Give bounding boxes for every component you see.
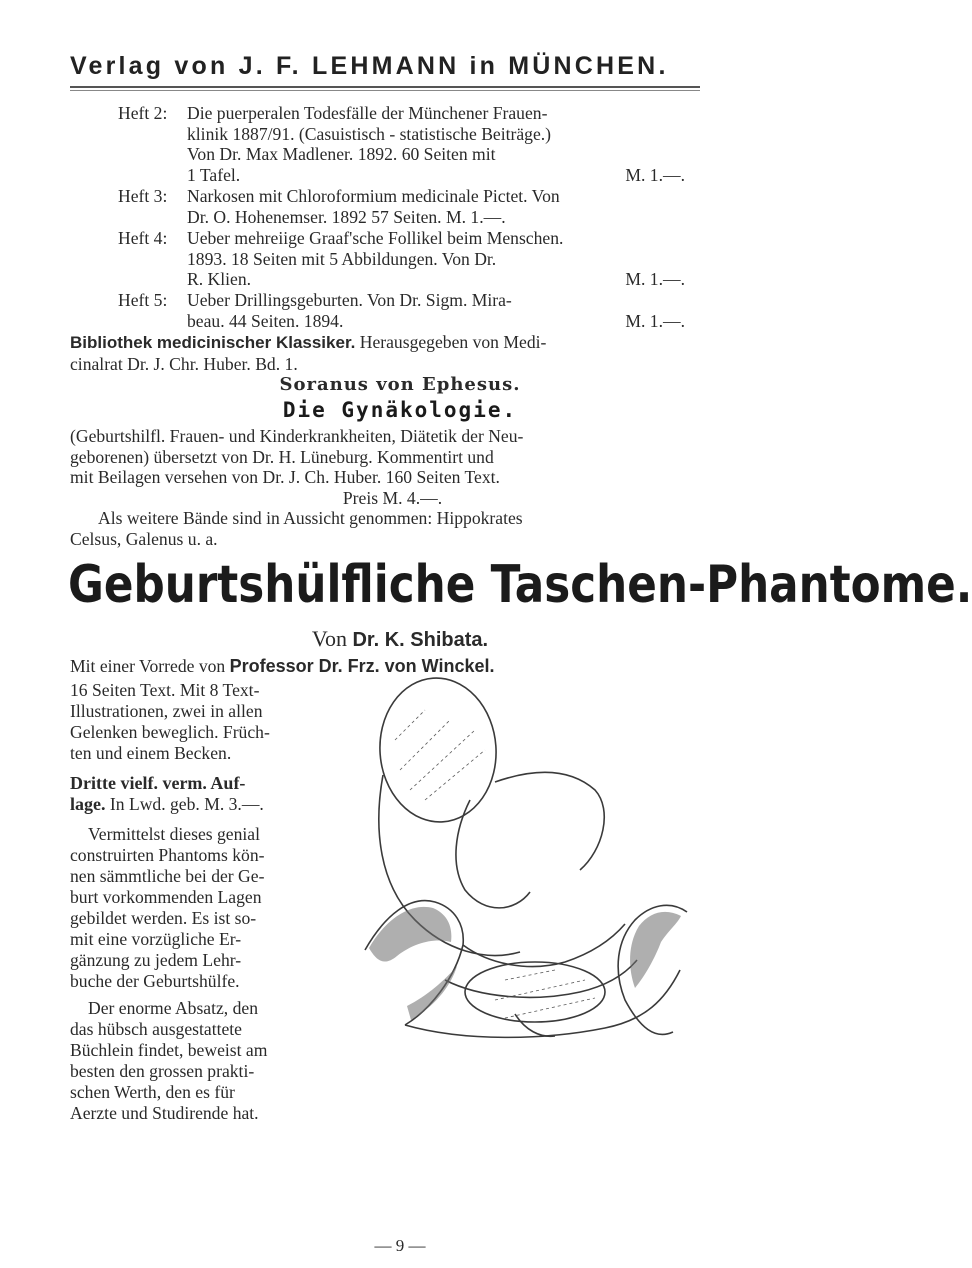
author-line [0,626,800,652]
heft-4-entry [118,228,698,291]
desc-line: mit eine vorzügliche Er- [70,929,242,949]
desc-line: schen Werth, den es für [70,1082,235,1102]
heft-5-price: M. 1.—. [625,310,685,331]
soranus-heading: Soranus von Ephesus. [279,374,521,395]
desc-line: Büchlein findet, beweist am [70,1040,268,1060]
heft-3-entry [118,186,698,228]
heft-2-line: Von Dr. Max Madlener. 1892. 60 Seiten mit [187,144,496,164]
further-volumes-line: Celsus, Galenus u. a. [70,528,218,549]
gyn-desc-line: mit Beilagen versehen von Dr. J. Ch. Huber. 160 Seiten Text. [70,467,500,487]
heft-5-entry [118,290,698,332]
desc-line: nen sämmtliche bei der Ge- [70,866,265,886]
desc-line: construirten Phantoms kön- [70,845,265,865]
preface-prefix: Mit einer Vorrede von [70,656,230,676]
header-rule-thin [70,90,700,91]
heft-5-line: Ueber Drillingsgeburten. Von Dr. Sigm. Mira- [187,290,512,310]
heft-2-price: M. 1.—. [625,164,685,185]
desc-line: 16 Seiten Text. Mit 8 Text- [70,680,260,700]
desc-line: das hübsch ausgestattete [70,1019,242,1039]
desc-line: Aerzte und Studirende hat. [70,1103,259,1123]
heft-label: Heft 4: [118,228,168,248]
desc-line: burt vorkommenden Lagen [70,887,262,907]
heft-5-line: beau. 44 Seiten. 1894. [187,310,344,331]
heft-2-line: 1 Tafel. [187,164,241,185]
fetal-limb-outline [456,800,530,908]
heft-4-line: R. Klien. [187,269,252,289]
heft-4-line: Ueber mehreiige Graaf'sche Follikel beim Menschen. [187,228,564,248]
heft-label: Heft 2: [118,103,168,123]
bibliothek-title: Bibliothek medicinischer Klassiker. [70,333,356,352]
pelvis-outline [463,924,625,967]
shading-hatch [395,710,485,800]
heft-label: Heft 3: [118,186,168,206]
edition-bold: Dritte vielf. verm. Auf- [70,773,246,793]
fetal-head-outline [375,674,501,826]
taschen-phantome-title: Geburtshülfliche Taschen-Phantome. [68,555,972,615]
heft-4-line: 1893. 18 Seiten mit 5 Abbildungen. Von Dr. [187,248,497,269]
gynaekologie-description [70,426,715,549]
gyn-price: Preis M. 4.—. [342,487,443,508]
bibliothek-volume: cinalrat Dr. J. Chr. Huber. Bd. 1. [70,353,298,374]
edition-line [70,773,360,794]
further-volumes-line: Als weitere Bände sind in Aussicht genommen: Hippokrates [98,508,523,528]
desc-line: gänzung zu jedem Lehr- [70,950,242,970]
heft-3-line: Narkosen mit Chloroformium medicinale Pictet. Von [187,186,560,206]
shading-hatch [495,970,595,1018]
pelvis-shading [407,966,457,1020]
publisher-header: Verlag von J. F. LEHMANN in MÜNCHEN. [70,52,669,80]
heft-label: Heft 5: [118,290,168,310]
desc-line: Der enorme Absatz, den [88,998,259,1018]
fetal-limb-outline [495,772,604,870]
bibliothek-editor: Herausgegeben von Medi- [355,332,547,352]
edition-price: In Lwd. geb. M. 3.—. [105,794,264,814]
heft-2-line: Die puerperalen Todesfälle der Münchener Frauen- [187,103,548,123]
edition-bold-2: lage. [70,794,106,814]
gynaekologie-title: Die Gynäkologie. [282,398,518,422]
heft-4-price: M. 1.—. [625,269,685,289]
desc-line: Vermittelst dieses genial [88,824,260,844]
desc-line: buche der Geburtshülfe. [70,971,240,991]
heft-2-line: klinik 1887/91. (Casuistisch - statistische Beiträge.) [187,123,552,144]
gyn-desc-line: (Geburtshilfl. Frauen- und Kinderkrankheiten, Diätetik der Neu- [70,426,524,446]
pelvic-inlet-outline [465,962,605,1022]
author-name: Dr. K. Shibata. [352,629,489,651]
desc-line: Gelenken beweglich. Früch- [70,722,270,742]
author-prefix: Von [311,626,353,651]
gyn-desc-line: geborenen) übersetzt von Dr. H. Lüneburg. Kommentirt und [70,446,494,467]
pelvis-shading [630,912,681,988]
pelvis-shading [369,907,451,962]
desc-line: gebildet werden. Es ist so- [70,908,257,928]
desc-line: ten und einem Becken. [70,743,232,763]
header-rule [70,86,700,88]
desc-line: besten den grossen prakti- [70,1061,255,1081]
desc-line: Illustrationen, zwei in allen [70,701,263,721]
bibliothek-entry [70,332,710,374]
heft-2-entry [118,103,698,187]
preface-line [70,656,720,677]
phantom-description [70,680,360,1124]
sacrum-outline [515,1014,555,1036]
preface-name: Professor Dr. Frz. von Winckel. [229,656,495,676]
phantom-illustration [355,680,693,1044]
page-number: — 9 — [374,1236,426,1255]
heft-3-line: Dr. O. Hohenemser. 1892 57 Seiten. M. 1.—. [187,206,506,227]
